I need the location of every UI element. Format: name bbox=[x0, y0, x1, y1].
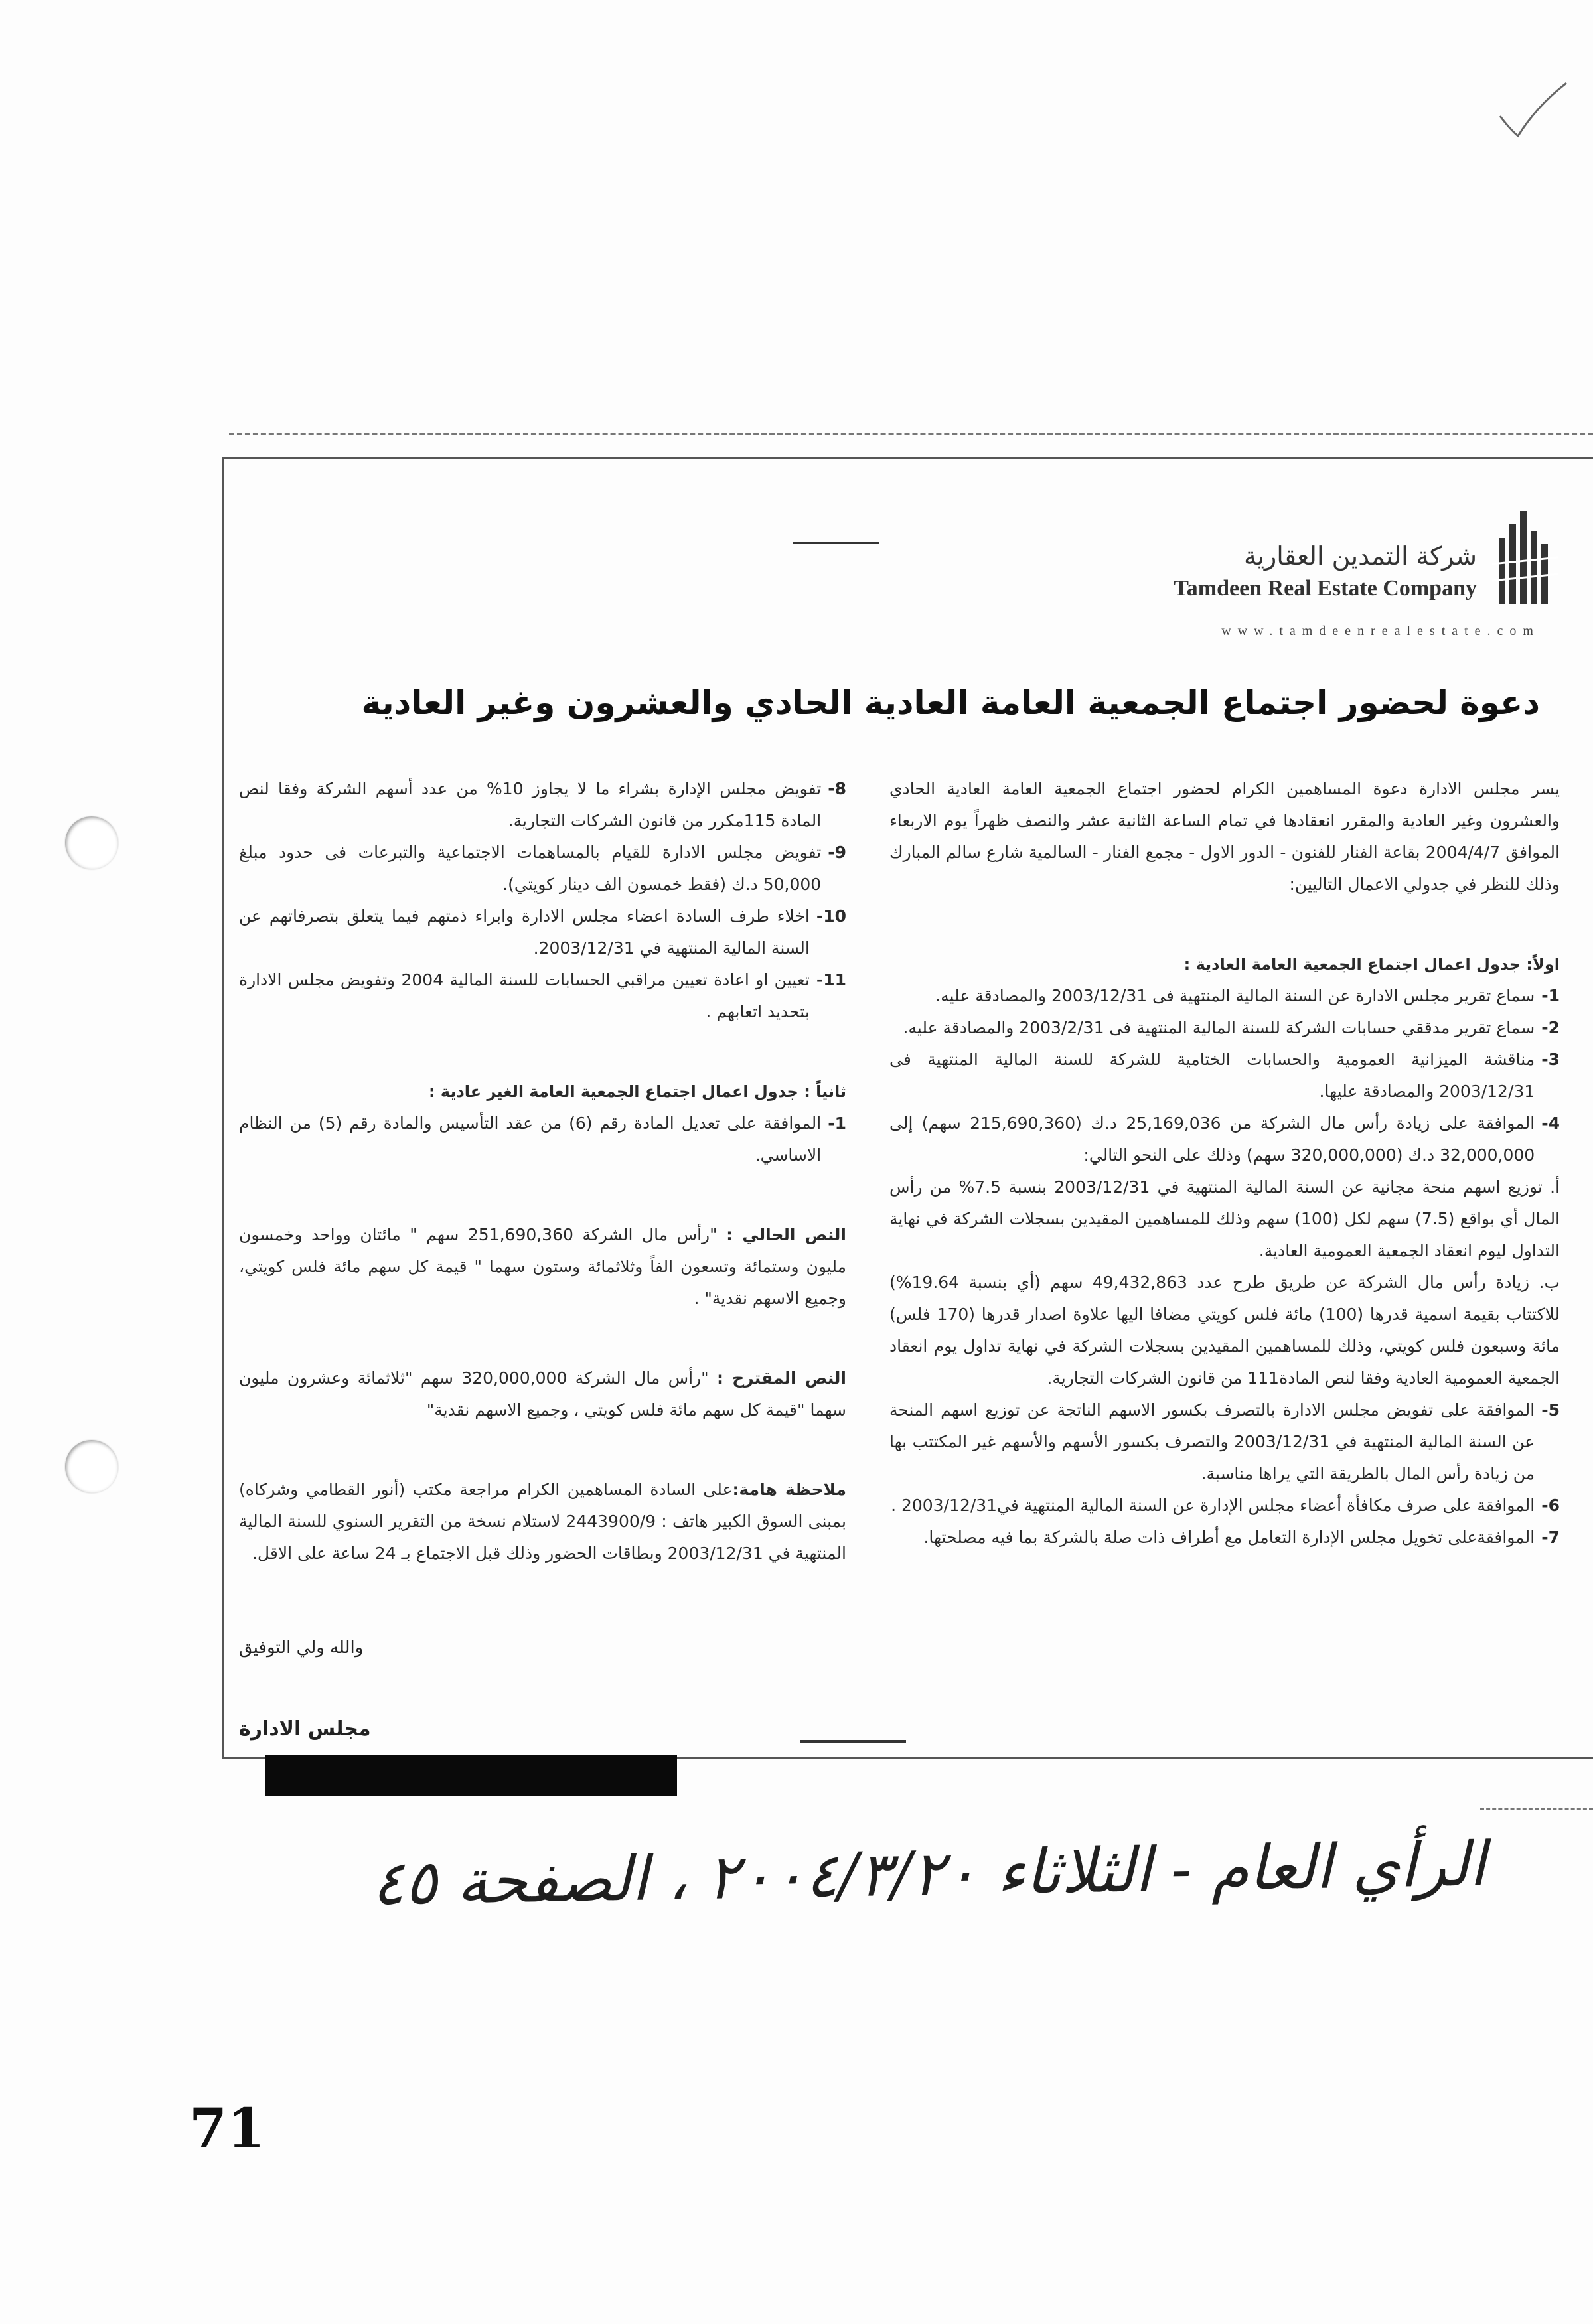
current-text-paragraph bbox=[239, 1219, 846, 1315]
agenda-item-number: 8- bbox=[828, 779, 846, 798]
agenda-item-text: الموافقةعلى تخويل مجلس الإدارة التعامل مع أطراف ذات صلة بالشركة بما فيه مصلحتها. bbox=[923, 1528, 1535, 1547]
agenda-item-text: الموافقة على زيادة رأس مال الشركة من 25,169,036 د.ك (215,690,360 سهم) إلى 32,000,000 د.ك (320,000,000 سهم) وذلك على النحو التالي: bbox=[889, 1114, 1535, 1165]
agenda-item-number: 5- bbox=[1541, 1400, 1560, 1419]
bottom-center-rule bbox=[800, 1740, 906, 1743]
agenda-item bbox=[889, 980, 1560, 1012]
agenda-item bbox=[889, 1012, 1560, 1044]
agenda-item-text: تعيين او اعادة تعيين مراقبي الحسابات للسنة المالية 2004 وتفويض مجلس الادارة بتحديد اتعابهم . bbox=[239, 970, 810, 1021]
important-note-label: ملاحظة هامة: bbox=[732, 1480, 846, 1499]
right-column bbox=[889, 773, 1560, 1554]
agenda-item bbox=[889, 1522, 1560, 1554]
agenda-item-number: 7- bbox=[1541, 1528, 1560, 1547]
agenda-item-text: سماع تقرير مجلس الادارة عن السنة المالية المنتهية فى 2003/12/31 والمصادقة عليه. bbox=[935, 986, 1535, 1005]
agenda-item bbox=[239, 837, 846, 901]
proposed-text-label: النص المقترح : bbox=[717, 1368, 847, 1388]
agenda-item-text: اخلاء طرف السادة اعضاء مجلس الادارة وابراء ذمتهم فيما يتعلق بتصرفاتهم عن السنة المالية المنتهية في 2003/12/31. bbox=[239, 907, 810, 958]
agenda-item-number: 10- bbox=[816, 907, 846, 926]
tamdeen-logo-icon bbox=[1492, 504, 1558, 611]
agenda-item bbox=[889, 1044, 1560, 1108]
agenda-item-number: 9- bbox=[828, 843, 846, 862]
agenda-item bbox=[239, 773, 846, 837]
extraordinary-agenda-heading: ثانياً : جدول اعمال اجتماع الجمعية العامة الغير عادية : bbox=[428, 1082, 846, 1101]
current-text-body: "رأس مال الشركة 251,690,360 سهم " مائتان وواحد وخمسون مليون وستمائة وتسعون الفاً وثلاثمائة وستون سهما " قيمة كل سهم مائة فلس كويتي، وجميع الاسهم نقدية" . bbox=[239, 1225, 846, 1308]
agenda-item bbox=[889, 1108, 1560, 1171]
agenda-item-text: الموافقة على تفويض مجلس الادارة بالتصرف بكسور الاسهم الناتجة عن توزيع اسهم المنحة عن السنة المالية المنتهية في 2003/12/31 والتصرف بكسور الأسهم والأسهم غير المكتتب بها من زيادة رأس المال بالطريقة التي يراها مناسبة. bbox=[889, 1400, 1535, 1483]
agenda-item-text: سماع تقرير مدققي حسابات الشركة للسنة المالية المنتهية فى 2003/2/31 والمصادقة عليه. bbox=[903, 1018, 1535, 1037]
agenda-item bbox=[889, 1490, 1560, 1522]
bottom-right-dashed-rule bbox=[1480, 1808, 1593, 1810]
closing-phrase: والله ولي التوفيق bbox=[239, 1638, 364, 1658]
agenda-item bbox=[239, 901, 846, 964]
agenda-item-number: 4- bbox=[1541, 1114, 1560, 1133]
agenda-item bbox=[239, 964, 846, 1028]
handwritten-source-note: الرأي العام - الثلاثاء ٢٠٠٤/٣/٢٠ ، الصفحة ٤٥ bbox=[370, 1828, 1487, 1919]
company-name-english: Tamdeen Real Estate Company bbox=[1174, 576, 1477, 601]
top-center-rule bbox=[793, 542, 879, 544]
page-number: 71 bbox=[189, 2097, 266, 2161]
agenda-item-number: 3- bbox=[1541, 1050, 1560, 1069]
agenda-item-text: الموافقة على صرف مكافأة أعضاء مجلس الإدارة عن السنة المالية المنتهية في2003/12/31 . bbox=[891, 1496, 1535, 1515]
proposed-text-body: "رأس مال الشركة 320,000,000 سهم "ثلاثمائة وعشرون مليون سهما "قيمة كل سهم مائة فلس كويتي ، وجميع الاسهم نقدية" bbox=[239, 1368, 846, 1419]
signature-board: مجلس الادارة bbox=[239, 1717, 371, 1741]
agenda-item bbox=[889, 1394, 1560, 1490]
agenda-item-text: تفويض مجلس الادارة للقيام بالمساهمات الاجتماعية والتبرعات فى حدود مبلغ 50,000 د.ك (فقط خمسون الف دينار كويتي). bbox=[239, 843, 822, 894]
agenda-item-text: مناقشة الميزانية العمومية والحسابات الختامية للشركة للسنة المالية المنتهية فى 2003/12/31 والمصادقة عليها. bbox=[889, 1050, 1535, 1101]
left-column bbox=[239, 773, 846, 1569]
punch-hole-bottom bbox=[65, 1440, 118, 1493]
important-note bbox=[239, 1474, 846, 1569]
agenda-item-number: 1- bbox=[828, 1114, 846, 1133]
important-note-text: على السادة المساهمين الكرام مراجعة مكتب (أنور القطامي وشركاه) بمبنى السوق الكبير هاتف : 2443900/9 لاستلام نسخة من التقرير السنوي للسنة المالية المنتهية في 2003/12/31 وبطاقات الحضور وذلك قبل الاجتماع بـ 24 ساعة على الاقل. bbox=[239, 1480, 847, 1563]
punch-hole-top bbox=[65, 816, 118, 869]
agenda-sub-item-a: أ. توزيع اسهم منحة مجانية عن السنة المالية المنتهية في 2003/12/31 بنسبة 7.5% من رأس المال أي بواقع (7.5) سهم لكل (100) سهم وذلك للمساهمين المقيدين بسجلات الشركة في نهاية التداول ليوم انعقاد الجمعية العمومية العادية. bbox=[889, 1177, 1560, 1260]
agenda-item-number: 2- bbox=[1541, 1018, 1560, 1037]
proposed-text-paragraph bbox=[239, 1362, 846, 1426]
agenda-item-text: تفويض مجلس الإدارة بشراء ما لا يجاوز 10% من عدد أسهم الشركة وفقا لنص المادة 115مكرر من قانون الشركات التجارية. bbox=[239, 779, 822, 830]
redaction-bar bbox=[266, 1755, 677, 1796]
ordinary-agenda-heading: اولاً: جدول اعمال اجتماع الجمعية العامة العادية : bbox=[1183, 955, 1560, 974]
company-website: www.tamdeenrealestate.com bbox=[1221, 624, 1540, 638]
agenda-item-text: الموافقة على تعديل المادة رقم (6) من عقد التأسيس والمادة رقم (5) من النظام الاساسي. bbox=[239, 1114, 822, 1165]
notice-title: دعوة لحضور اجتماع الجمعية العامة العادية الحادي والعشرون وغير العادية bbox=[361, 684, 1540, 722]
agenda-item-number: 11- bbox=[816, 970, 846, 989]
agenda-item-number: 1- bbox=[1541, 986, 1560, 1005]
company-name-arabic: شركة التمدين العقارية bbox=[1243, 542, 1477, 571]
top-dashed-rule bbox=[229, 433, 1593, 435]
agenda-item-number: 6- bbox=[1541, 1496, 1560, 1515]
agenda-sub-item-b: ب. زيادة رأس مال الشركة عن طريق طرح عدد 49,432,863 سهم (أي بنسبة 19.64%) للاكتتاب بقيمة اسمية قدرها (100) مائة فلس كويتي مضافا اليها علاوة اصدار قدرها (170 فلس) مائة وسبعون فلس كويتي، وذلك للمساهمين المقيدين بسجلات الشركة في نهاية تداول يوم انعقاد الجمعية العمومية العادية وفقا لنص المادة111 من قانون الشركات التجارية. bbox=[889, 1273, 1560, 1388]
check-mark-icon bbox=[1497, 80, 1570, 139]
intro-paragraph: يسر مجلس الادارة دعوة المساهمين الكرام لحضور اجتماع الجمعية العامة العادية الحادي والعشرون وغير العادية والمقرر انعقادها في تمام الساعة الثانية عشر والنصف ظهراً يوم الاربعاء الموافق 2004/4/7 بقاعة الفنار للفنون - الدور الاول - مجمع الفنار - السالمية شارع سالم المبارك وذلك للنظر في جدولي الاعمال التاليين: bbox=[889, 779, 1560, 894]
current-text-label: النص الحالي : bbox=[726, 1225, 846, 1244]
agenda-item bbox=[239, 1108, 846, 1171]
